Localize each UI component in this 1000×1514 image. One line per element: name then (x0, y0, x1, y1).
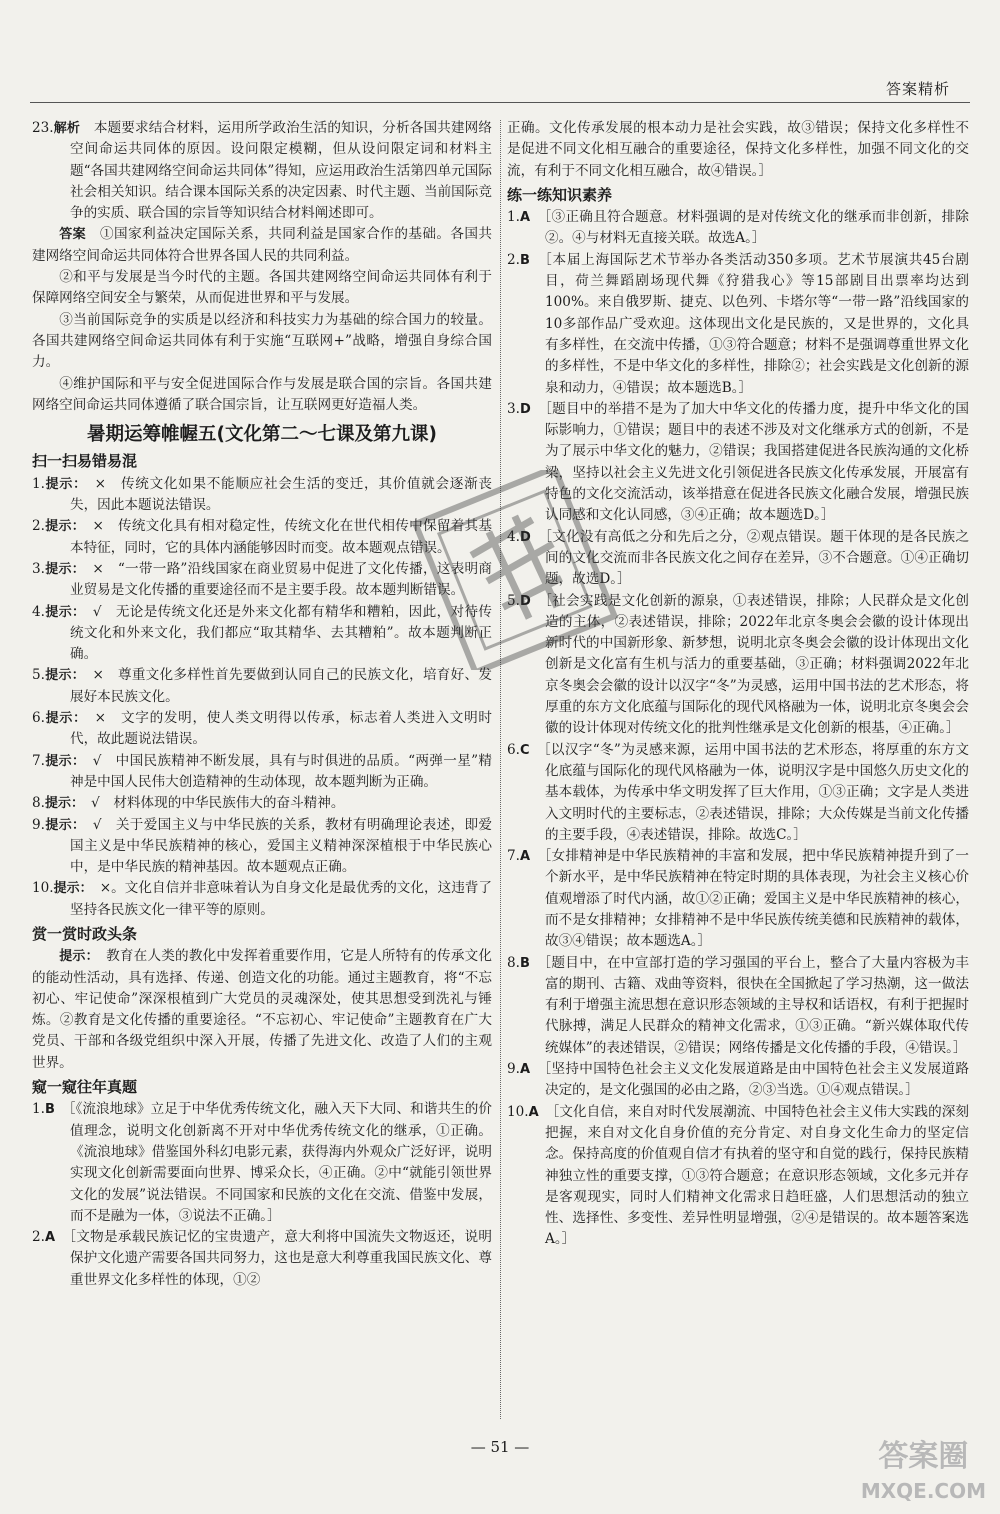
item-tag: A (519, 210, 531, 226)
item-text: √ 关于爱国主义与中华民族的关系，教材有明确理论表述，即爱国主义是中华民族精神的核心，爱国主义精神深深植根于中华民族心中，是中华民族的精神基因。故本题观点正确。 (70, 816, 492, 876)
item-tag: 解析 (53, 121, 81, 136)
answer-paragraph (32, 374, 492, 417)
answer-item (507, 846, 969, 952)
item-text: ①国家利益决定国际关系，共同利益是国家合作的基础。各国共建网络空间命运共同体符合世界各国人民的共同利益。 (32, 226, 492, 264)
item-number: 1. (32, 475, 45, 492)
item-text: ③当前国际竞争的实质是以经济和科技实力为基础的综合国力的较量。各国共建网络空间命运共同体有利于实施“互联网+”战略，增强自身综合国力。 (32, 311, 492, 371)
item-tag: D (519, 593, 531, 609)
item-text: 教育在人类的教化中发挥着重要作用，它是人所特有的传承文化的能动性活动，具有选择、传递、创造文化的功能。通过主题教育，将“不忘初心、牢记使命”深深根植到广大党员的灵魂深处，使其思想受到洗礼与锤炼。②教育是文化传播的重要途径。“不忘初心、牢记使命”主题教育在广大党员、干部和各级党组织中深入开展，传播了先进文化、改造了人们的主观世界。 (32, 948, 492, 1071)
answer-item (507, 527, 969, 591)
item-text: √ 材料体现的中华民族伟大的奋斗精神。 (91, 795, 345, 812)
item-number: 8. (32, 795, 45, 812)
item-text: ［女排精神是中华民族精神的丰富和发展，把中华民族精神提升到了一个新水平，是中华民族精神在特定时期的具体表现，为社会主义核心价值观增添了时代内涵，故①②正确；爱国主义是中华民族精神的核心，而不是女排精神；女排精神不是中华民族传统美德和民族精神的载体，故③④错误；故本题选A。］ (544, 848, 969, 950)
answer-item (32, 665, 492, 708)
item-number: 23. (32, 120, 54, 136)
section-heading: 扫一扫易错易混 (32, 452, 138, 471)
item-text: ［坚持中国特色社会主义文化发展道路是由中国特色社会主义发展道路决定的，是文化强国的必由之路，②③当选。①④观点错误。］ (544, 1061, 969, 1099)
left-column (32, 118, 492, 1291)
answer-item (32, 1227, 492, 1291)
answer-item (507, 399, 969, 527)
item-text: ×。文化自信并非意味着认为自身文化是最优秀的文化，这违背了坚持各民族文化一律平等的原则。 (70, 880, 492, 918)
item-text: ［题目中，在中宣部打造的学习强国的平台上，整合了大量内容极为丰富的期刊、古籍、戏曲等资料，很快在全国掀起了学习热潮，这一做法有利于增强主流思想在意识形态领域的主导权和话语权，有利于把握时代脉搏，满足人民群众的精神文化需求，①③正确。“新兴媒体取代传统媒体”的表述错误，②错误；网络传播是文化传播的手段，④错误。］ (544, 954, 970, 1056)
watermark-text: 答案圈 (878, 1439, 969, 1474)
answer-item (507, 1059, 969, 1102)
item-number: 10. (32, 880, 54, 897)
item-text: ［本届上海国际艺术节举办各类活动350多项。艺术节展演共45台剧目，荷兰舞蹈剧场现代舞《狩猎我心》等15部剧目出票率均达到100%。来自俄罗斯、捷克、以色列、卡塔尔等“一带一路”沿线国家的10多部作品广受欢迎。这体现出文化是民族的，又是世界的，文化具有多样性，在交流中传播，①③符合题意；材料不是强调尊重世界文化的多样性，不是中华文化的多样性，排除②；社会实践是文化创新的源泉和动力，④错误；故本题选B。］ (544, 251, 969, 396)
item-number: 9. (32, 816, 45, 833)
watermark-logo (861, 1440, 986, 1508)
item-number: 1. (32, 1101, 45, 1118)
item-tag: 提示： (59, 949, 93, 965)
answer-item (32, 708, 492, 751)
item-number: 5. (32, 667, 45, 684)
answer-item (32, 474, 492, 517)
item-tag: A (519, 849, 531, 865)
item-tag: 提示： (44, 753, 79, 769)
item-tag: 提示： (44, 604, 79, 620)
item-tag: B (519, 252, 530, 268)
item-text: ②和平与发展是当今时代的主题。各国共建网络空间命运共同体有利于保障网络空间安全与繁荣，从而促进世界和平与发展。 (32, 269, 492, 307)
item-tag: 提示： (44, 561, 79, 577)
item-tag: 提示： (44, 711, 81, 727)
item-number: 9. (507, 1061, 520, 1078)
answer-paragraph (32, 267, 492, 310)
item-text: × “一带一路”沿线国家在商业贸易中促进了文化传播，这表明商业贸易是文化传播的重要途径而不是主要手段。故本题判断错误。 (70, 560, 492, 599)
item-text: ［社会实践是文化创新的源泉，①表述错误，排除；人民群众是文化创造的主体，②表述错误，排除；2022年北京冬奥会会徽的设计体现出新时代的中国新形象、新梦想，说明北京冬奥会会徽的设计体现出文化创新是文化富有生机与活力的重要基础，③正确；材料强调2022年北京冬奥会会徽的设计以汉字“冬”为灵感，运用中国书法的艺术形态，将厚重的东方文化底蕴与国际化的现代风格融为一体，说明北京冬奥会会徽的设计体现对传统文化的批判性继承是文化创新的根基，④正确。］ (545, 592, 970, 737)
header-rule (30, 102, 970, 103)
item-tag: C (519, 742, 530, 758)
item-text: ［③正确且符合题意。材料强调的是对传统文化的继承而非创新，排除②。④与材料无直接关联。故选A。］ (544, 209, 969, 247)
column-divider (500, 120, 501, 1419)
page-number: — 51 — (470, 1438, 530, 1456)
item-tag: D (519, 401, 531, 417)
item-number: 3. (32, 560, 45, 577)
answer-paragraph (32, 310, 492, 374)
answer-item (32, 878, 492, 921)
answer-paragraph (32, 946, 492, 1074)
item-tag: A (44, 1230, 56, 1246)
answer-item (507, 250, 969, 399)
item-text: √ 中国民族精神不断发展，具有与时俱进的品质。“两弹一星”精神是中国人民伟大创造精神的生动体现，故本题判断为正确。 (70, 752, 493, 790)
item-number: 2. (507, 251, 520, 268)
watermark-url: MXQE.COM (860, 1479, 986, 1503)
item-number: 10. (507, 1103, 529, 1120)
item-text: √ 无论是传统文化还是外来文化都有精华和糟粕，因此，对待传统文化和外来文化，我们都应“取其精华、去其糟粕”。故本题判断正确。 (70, 603, 492, 663)
item-tag: D (519, 529, 531, 545)
answer-item (507, 207, 969, 250)
item-text: ［文物是承载民族记忆的宝贵遗产，意大利将中国流失文物返还，说明保护文化遗产需要各国共同努力，这也是意大利尊重我国民族文化、尊重世界文化多样性的体现，①② (69, 1229, 492, 1288)
answer-paragraph (507, 118, 969, 182)
item-tag: A (528, 1104, 539, 1120)
answer-item (32, 516, 492, 559)
item-number: 7. (507, 848, 520, 865)
item-tag: 提示： (44, 519, 79, 535)
item-text: ［以汉字“冬”为灵感来源，运用中国书法的艺术形态，将厚重的东方文化底蕴与国际化的现代风格融为一体，说明汉字是中国悠久历史文化的基本载体，为传承中华文明发挥了巨大作用，①③正确；文字是人类进入文明时代的主要标志，②表述错误，排除；大众传媒是当前文化传播的主要手段，④表述错误，排除。故选C。］ (543, 741, 969, 843)
item-number: 4. (32, 603, 45, 620)
item-text: × 传统文化具有相对稳定性，传统文化在世代相传中保留着其基本特征，同时，它的具体内涵能够因时而变。故本题观点错误。 (70, 518, 492, 556)
item-tag: 提示： (53, 881, 87, 897)
item-tag: A (519, 1062, 531, 1078)
item-number: 8. (507, 954, 520, 971)
answer-item (507, 740, 969, 846)
answer-item (32, 602, 492, 666)
item-number: 3. (507, 400, 520, 417)
item-text: ［文化没有高低之分和先后之分，②观点错误。题干体现的是各民族之间的文化交流而非各民族文化之间存在差异，③不合题意。①④正确切题，故选D。］ (545, 528, 970, 588)
item-number: 5. (507, 592, 520, 609)
item-tag: B (519, 955, 530, 971)
answer-item (507, 953, 969, 1059)
answer-item (507, 1102, 969, 1251)
header-title: 答案精析 (885, 80, 950, 98)
item-text: × 传统文化如果不能顺应社会生活的变迁，其价值就会逐渐丧失，因此本题说法错误。 (70, 475, 492, 514)
item-text: × 尊重文化多样性首先要做到认同自己的民族文化，培育好、发展好本民族文化。 (70, 667, 492, 705)
item-number: 4. (507, 528, 520, 545)
item-text: 本题要求结合材料，运用所学政治生活的知识，分析各国共建网络空间命运共同体的原因。设问限定模糊，但从设问限定词和材料主题“各国共建网络空间命运共同体”得知，应运用政治生活第四单元国际社会相关知识。结合课本国际关系的决定因素、时代主题、当前国际竞争的实质、联合国的宗旨等知识结合材料阐述即可。 (70, 120, 493, 222)
answer-item (32, 793, 492, 814)
section-heading: 练一练知识素养 (507, 185, 613, 204)
item-number: 2. (32, 518, 45, 535)
item-tag: 提示： (44, 668, 79, 684)
answer-item (507, 591, 969, 740)
section-heading: 赏一赏时政头条 (32, 924, 138, 943)
right-column (507, 118, 969, 1251)
item-text: × 文字的发明，使人类文明得以传承，标志着人类进入文明时代，故此题说法错误。 (70, 710, 492, 748)
item-text: ［文化自信，来自对时代发展潮流、中国特色社会主义伟大实践的深刻把握，来自对文化自身价值的充分肯定、对自身文化生命力的坚定信念。保持高度的价值观自信才有执着的坚守和自觉的践行，保持民族精神独立性的重要支撑，①③符合题意；在意识形态领域，文化多元并存是客观现实，同时人们精神文化需求日趋旺盛，人们思想活动的独立性、选择性、多变性、差异性明显增强，②④是错误的。故本题答案选A。］ (545, 1103, 970, 1248)
item-number: 7. (32, 752, 45, 769)
item-number: 1. (507, 209, 520, 226)
item-tag: 提示： (44, 796, 78, 812)
item-number: 6. (32, 710, 45, 727)
item-text: ［《流浪地球》立足于中华优秀传统文化，融入天下大同、和谐共生的价值理念，说明文化创新离不开对中华优秀传统文化的继承，①正确。《流浪地球》借鉴国外科幻电影元素，获得海内外观众广泛好评，说明实现文化创新需要面向世界、博采众长，④正确。②中“就能引领世界文化的发展”说法错误。不同国家和民族的文化在交流、借鉴中发展，而不是融为一体，③说法不正确。］ (68, 1101, 493, 1224)
item-text: 正确。文化传承发展的根本动力是社会实践，故③错误；保持文化多样性不是促进不同文化相互融合的重要途径，保持文化多样性，加强不同文化的交流，有利于不同文化相互融合，故④错误。］ (507, 120, 969, 179)
item-number: 2. (32, 1229, 45, 1246)
answer-item (32, 751, 492, 794)
item-number: 6. (507, 741, 520, 758)
answer-paragraph (32, 224, 492, 267)
item-tag: 提示： (44, 476, 81, 492)
answer-item (32, 118, 492, 224)
item-tag: 提示： (44, 817, 79, 833)
section-title: 暑期运筹帷幄五(文化第二～七课及第九课) (87, 424, 437, 446)
answer-item (32, 1099, 492, 1227)
answer-item (32, 815, 492, 879)
item-tag: 答案 (59, 227, 87, 243)
item-text: ［题目中的举措不是为了加大中华文化的传播力度，提升中华文化的国际影响力，①错误；题目中的表述不涉及对文化继承方式的创新，不是为了展示中华文化的魅力，②错误；我国搭建促进各民族沟通的文化桥梁，坚持以社会主义先进文化引领促进各民族文化传承发展，开展富有特色的文化交流活动，该举措意在促进各民族文化融合发展，增强民族认同感和文化认同感，③④正确；故本题选D。］ (545, 400, 970, 524)
answer-item (32, 559, 492, 602)
item-tag: B (44, 1102, 55, 1118)
section-heading: 窥一窥往年真题 (32, 1078, 138, 1097)
item-text: ④维护国际和平与安全促进国际合作与发展是联合国的宗旨。各国共建网络空间命运共同体遵循了联合国宗旨，让互联网更好造福人类。 (32, 375, 492, 413)
